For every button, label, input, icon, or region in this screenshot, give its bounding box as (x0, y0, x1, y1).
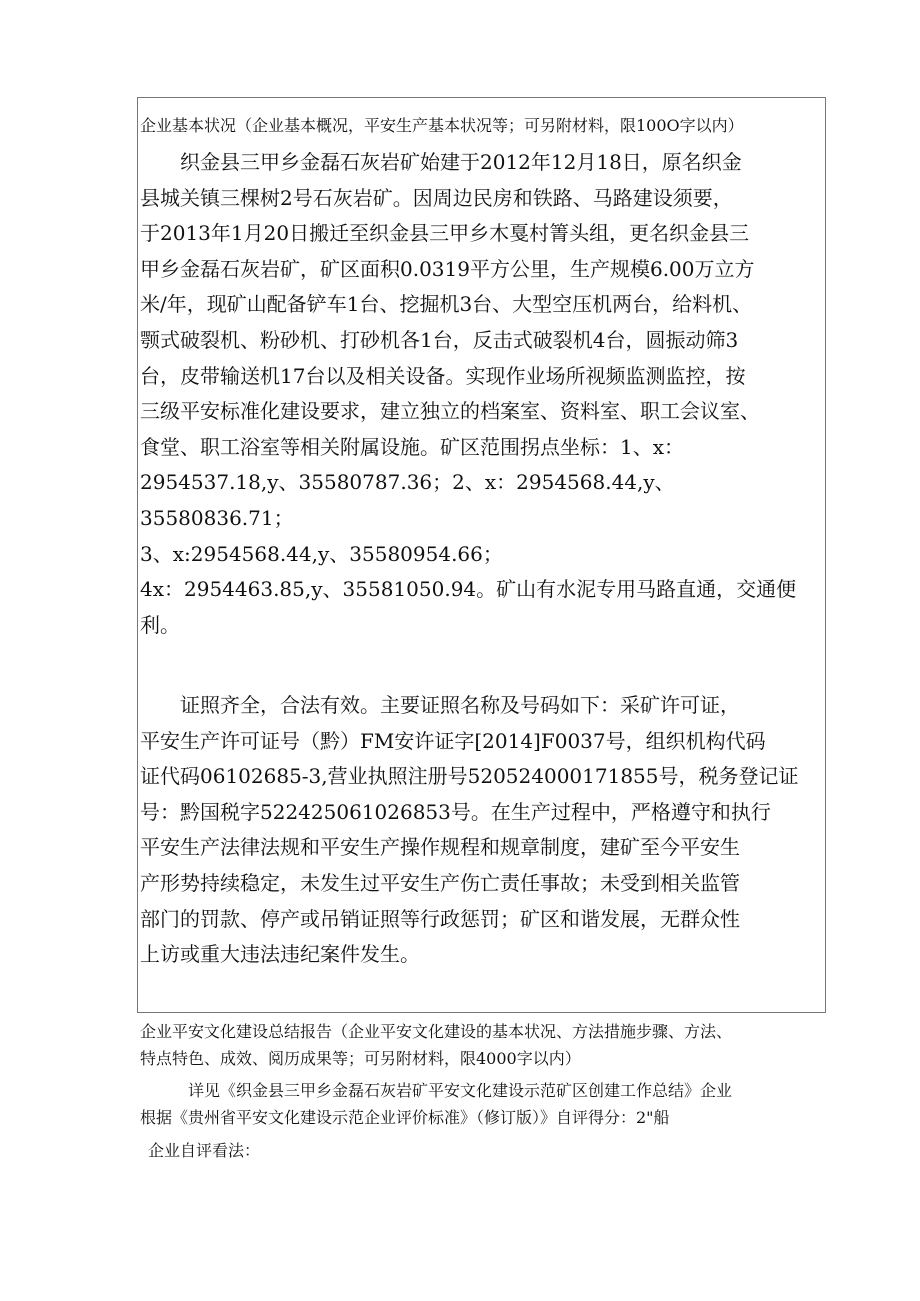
text-line: 利。 (140, 612, 180, 637)
text-line: 2954537.18,y、35580787.36；2、x：2954568.44,y、35580836.71； (140, 470, 675, 530)
text-line: 产形势持续稳定，未发生过平安生产伤亡责任事故；未受到相关监管 (140, 870, 740, 895)
text-line: 平安生产法律法规和平安生产操作规程和规章制度，建矿至今平安生 (140, 835, 740, 860)
section-basic-info-label: 企业基本状况（企业基本概况，平安生产基本状况等；可另附材料，限100O字以内） (140, 116, 744, 135)
text-line: 食堂、职工浴室等相关附属设施。矿区范围拐点坐标：1、x： (140, 434, 685, 459)
text-line: 详见《织金县三甲乡金磊石灰岩矿平安文化建设示范矿区创建工作总结》企业 (188, 1081, 733, 1100)
text-line: 于2013年1月20日搬迁至织金县三甲乡木戛村箐头组，更名织金县三 (140, 221, 750, 246)
text-line: 织金县三甲乡金磊石灰岩矿始建于2012年12月18日，原名织金 (180, 150, 742, 174)
text-line: 上访或重大违法违纪案件发生。 (140, 942, 420, 967)
text-line: 县城关镇三棵树2号石灰岩矿。因周边民房和铁路、马路建设须要， (140, 185, 733, 210)
self-evaluation-label: 企业自评看法： (148, 1141, 261, 1160)
text-line: 证照齐全，合法有效。主要证照名称及号码如下：采矿许可证， (180, 693, 740, 717)
basic-info-paragraph (140, 145, 826, 685)
text-line: 3、x:2954568.44,y、35580954.66； (140, 541, 503, 566)
text-line: 三级平安标准化建设要求，建立独立的档案室、资料室、职工会议室、 (140, 399, 760, 424)
text-line: 台，皮带输送机17台以及相关设备。实现作业场所视频监测监控，按 (140, 363, 746, 388)
text-line: 米/年，现矿山配备铲车1台、挖掘机3台、大型空压机两台，给料机、 (140, 292, 753, 317)
text-line: 特点特色、成效、阅历成果等；可另附材料，限4000字以内） (140, 1049, 581, 1068)
text-line: 部门的罚款、停产或吊销证照等行政惩罚；矿区和谐发展，无群众性 (140, 906, 740, 931)
text-line: 号：黔国税字522425061026853号。在生产过程中，严格遵守和执行 (140, 799, 771, 824)
license-paragraph (140, 688, 826, 1008)
text-line: 平安生产许可证号（黔）FM安许证字[2014]F0037号，组织机构代码 (140, 728, 766, 753)
culture-report-reference (140, 1077, 840, 1131)
text-line: 企业平安文化建设总结报告（企业平安文化建设的基本状况、方法措施步骤、方法、 (140, 1022, 733, 1041)
text-line: 根据《贵州省平安文化建设示范企业评价标准》（修订版）》自评得分：2"船 (140, 1108, 670, 1127)
text-line: 颚式破裂机、粉砂机、打砂机各1台，反击式破裂机4台，圆振动筛3 (140, 327, 739, 352)
text-line: 4x：2954463.85,y、35581050.94。矿山有水泥专用马路直通，交通便 (140, 577, 797, 602)
section-culture-report-label (140, 1018, 830, 1072)
text-line: 证代码06102685-3,营业执照注册号520524000171855号，税务登记证 (140, 764, 799, 789)
text-line: 甲乡金磊石灰岩矿，矿区面积0.0319平方公里，生产规模6.00万立方 (140, 256, 755, 281)
